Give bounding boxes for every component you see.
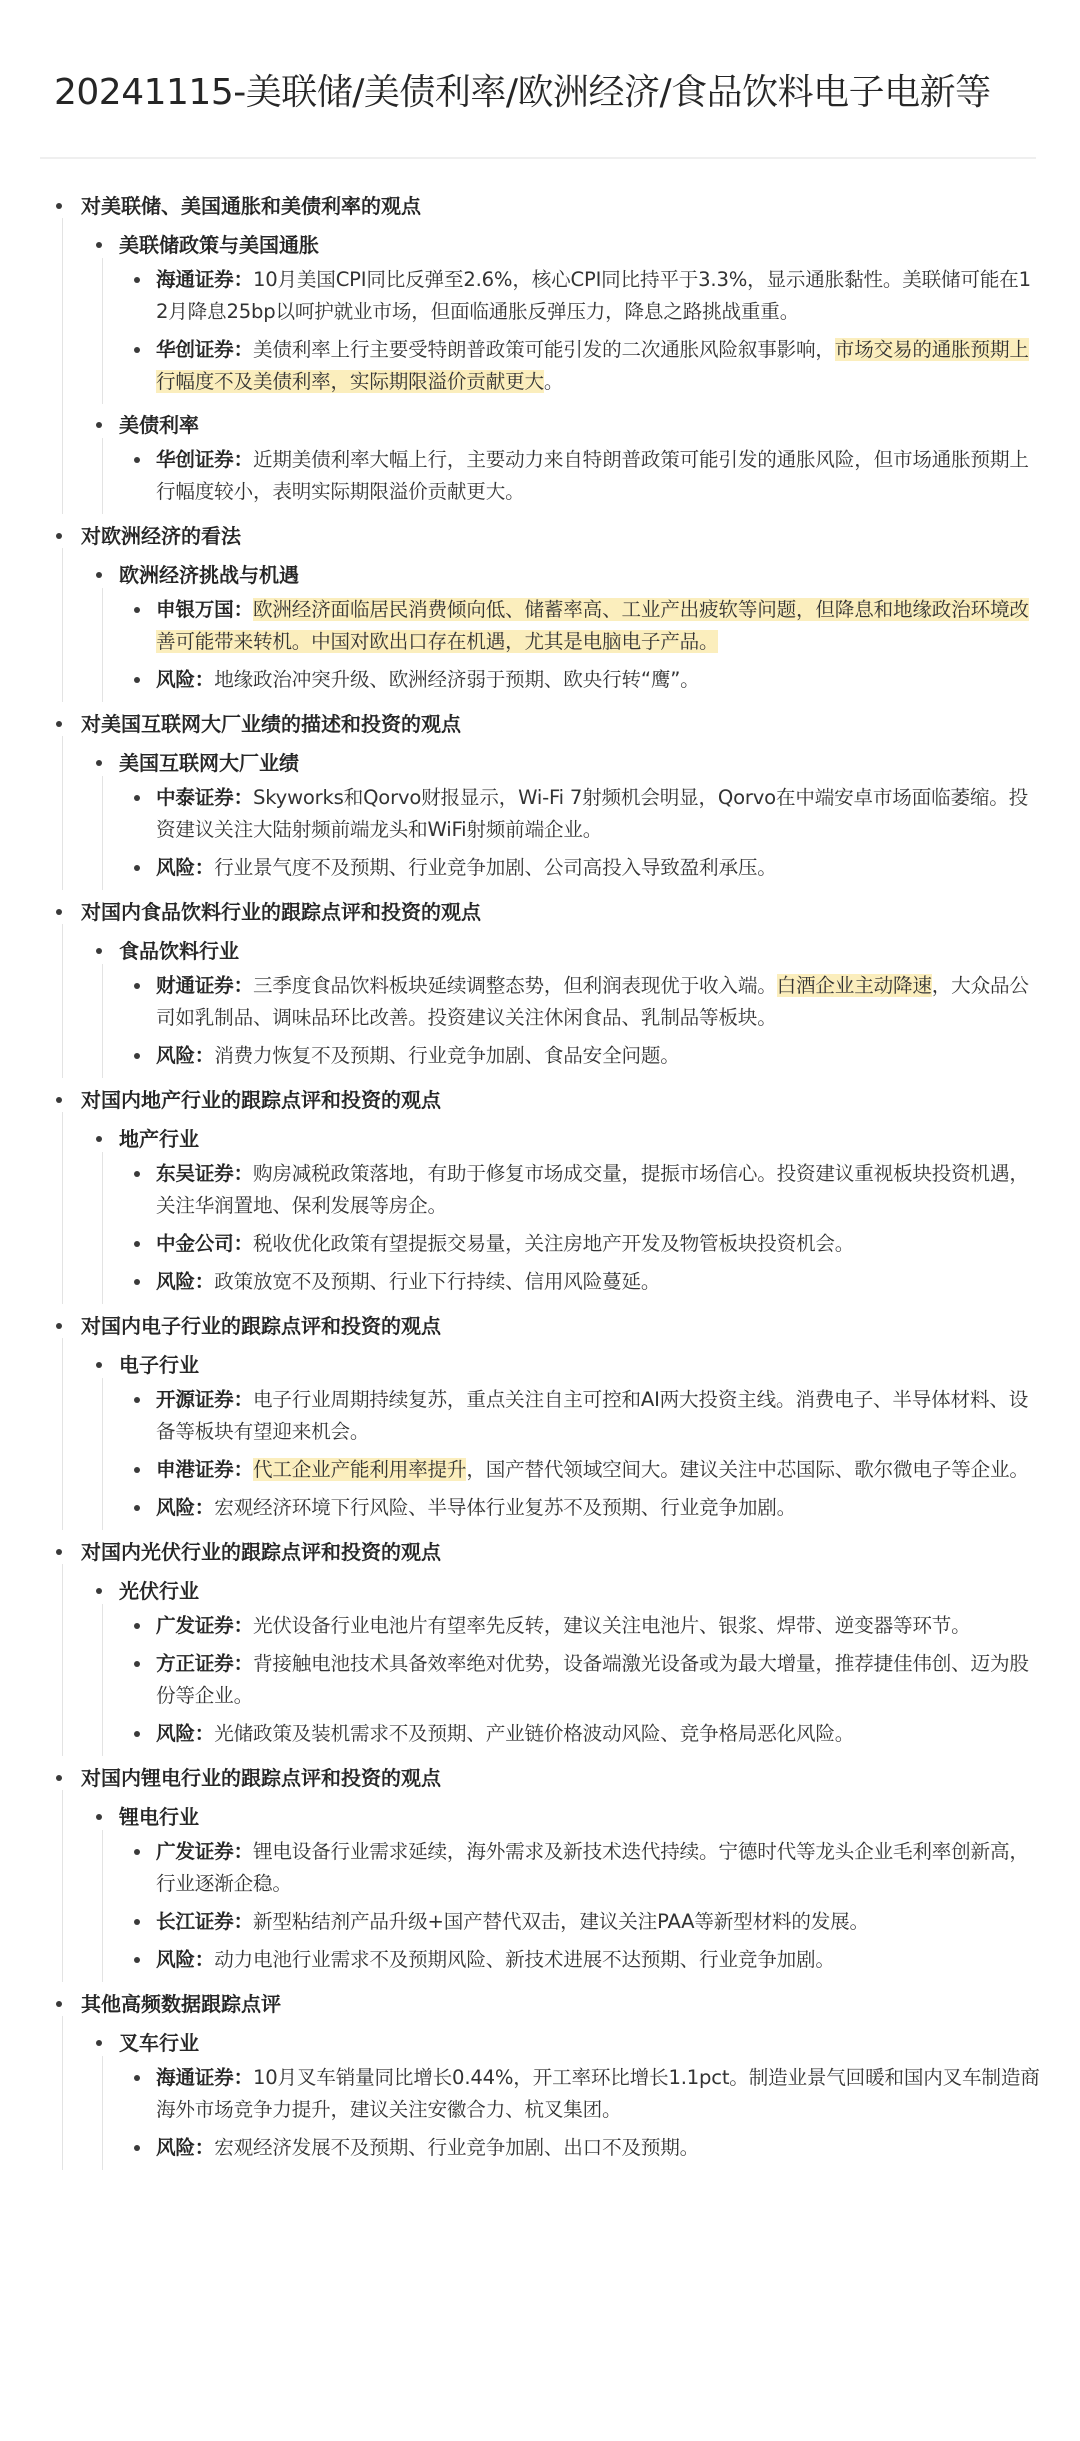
list-item[interactable]	[134, 664, 1042, 696]
subsection-guide-line	[102, 258, 103, 404]
item-source: 中金公司	[156, 1232, 234, 1255]
list-item[interactable]	[134, 264, 1042, 328]
item-list	[96, 1610, 1080, 1758]
item-list	[96, 444, 1080, 516]
outline-subsection	[56, 1346, 1080, 1532]
item-separator: ：	[233, 1388, 253, 1411]
item-list	[96, 1836, 1080, 1984]
item-text: Skyworks和Qorvo财报显示，Wi-Fi 7射频机会明显，Qorvo在中端安卓市场面临萎缩。投资建议关注大陆射频前端龙头和WiFi射频前端企业。	[156, 786, 1029, 841]
item-separator: ：	[233, 1614, 253, 1637]
list-item[interactable]	[134, 334, 1042, 398]
item-list	[96, 2062, 1080, 2172]
item-text: 背接触电池技术具备效率绝对优势，设备端激光设备或为最大增量，推荐捷佳伟创、迈为股份等企业。	[156, 1652, 1029, 1707]
item-list	[96, 1384, 1080, 1532]
outline-subsection	[56, 406, 1080, 516]
item-source: 广发证券	[156, 1840, 234, 1863]
subsection-guide-line	[102, 1152, 103, 1304]
item-text: 新型粘结剂产品升级+国产替代双击，建议关注PAA等新型材料的发展。	[252, 1910, 869, 1933]
item-text: 锂电设备行业需求延续，海外需求及新技术迭代持续。宁德时代等龙头企业毛利率创新高，行业逐渐企稳。	[156, 1840, 1029, 1895]
outline-subsection	[56, 1120, 1080, 1306]
item-text: 地缘政治冲突升级、欧洲经济弱于预期、欧央行转“鹰”。	[214, 668, 700, 691]
outline-subsection	[56, 744, 1080, 892]
item-source: 方正证券	[156, 1652, 234, 1675]
item-separator: ：	[233, 268, 253, 291]
item-text: 10月叉车销量同比增长0.44%，开工率环比增长1.1pct。制造业景气回暖和国内叉车制造商海外市场竞争力提升，建议关注安徽合力、杭叉集团。	[156, 2066, 1040, 2121]
item-text: 政策放宽不及预期、行业下行持续、信用风险蔓延。	[214, 1270, 661, 1293]
subsection-guide-line	[102, 588, 103, 702]
list-item[interactable]	[134, 594, 1042, 658]
item-separator: ：	[194, 1496, 215, 1519]
subsection-guide-line	[102, 1378, 103, 1530]
item-list	[96, 1158, 1080, 1306]
list-item[interactable]	[134, 444, 1042, 508]
item-separator: ：	[194, 856, 215, 879]
item-list	[96, 970, 1080, 1080]
item-separator: ：	[233, 786, 253, 809]
item-text: 光储政策及装机需求不及预期、产业链价格波动风险、竞争格局恶化风险。	[214, 1722, 855, 1745]
item-source: 海通证券	[156, 2066, 234, 2089]
item-list	[96, 594, 1080, 704]
item-source: 华创证券	[156, 338, 234, 361]
item-source: 风险	[156, 2136, 195, 2159]
section-heading[interactable]: 对国内食品饮料行业的跟踪点评和投资的观点	[56, 892, 1080, 932]
list-item[interactable]	[134, 1266, 1042, 1298]
item-text: 近期美债利率大幅上行，主要动力来自特朗普政策可能引发的通胀风险，但市场通胀预期上行幅度较小，表明实际期限溢价贡献更大。	[156, 448, 1029, 503]
item-text: 宏观经济环境下行风险、半导体行业复苏不及预期、行业竞争加剧。	[214, 1496, 797, 1519]
item-separator: ：	[194, 2136, 215, 2159]
outline-subsection	[56, 1798, 1080, 1984]
list-item[interactable]	[134, 1384, 1042, 1448]
page-title: 20241115-美联储/美债利率/欧洲经济/食品饮料电子电新等	[54, 72, 991, 113]
item-text: 税收优化政策有望提振交易量，关注房地产开发及物管板块投资机会。	[252, 1232, 855, 1255]
item-list	[96, 782, 1080, 892]
item-source: 广发证券	[156, 1614, 234, 1637]
item-source: 风险	[156, 1496, 195, 1519]
item-text: 美债利率上行主要受特朗普政策可能引发的二次通胀风险叙事影响，	[252, 338, 835, 361]
outline-subsection	[56, 932, 1080, 1080]
item-source: 中泰证券	[156, 786, 234, 809]
outline-section	[0, 186, 1080, 516]
section-heading[interactable]: 对国内地产行业的跟踪点评和投资的观点	[56, 1080, 1080, 1120]
item-source: 开源证券	[156, 1388, 234, 1411]
item-source: 东吴证券	[156, 1162, 234, 1185]
subsection-heading[interactable]: 锂电行业	[96, 1798, 1080, 1836]
item-highlight: 代工企业产能利用率提升	[252, 1458, 467, 1481]
subsection-guide-line	[102, 2056, 103, 2170]
item-source: 风险	[156, 1722, 195, 1745]
list-item[interactable]	[134, 1648, 1042, 1712]
title-divider	[40, 157, 1036, 159]
section-heading[interactable]: 对美国互联网大厂业绩的描述和投资的观点	[56, 704, 1080, 744]
item-text: 光伏设备行业电池片有望率先反转，建议关注电池片、银浆、焊带、逆变器等环节。	[252, 1614, 971, 1637]
item-list	[96, 264, 1080, 406]
item-separator: ：	[194, 668, 215, 691]
section-heading[interactable]: 对国内锂电行业的跟踪点评和投资的观点	[56, 1758, 1080, 1798]
outline-section	[0, 1080, 1080, 1306]
outline-subsection	[56, 2024, 1080, 2172]
item-separator: ：	[233, 1232, 253, 1255]
item-source: 海通证券	[156, 268, 234, 291]
item-separator: ：	[194, 1948, 215, 1971]
item-source: 风险	[156, 1044, 195, 1067]
list-item[interactable]	[134, 2062, 1042, 2126]
item-separator: ：	[233, 338, 253, 361]
list-item[interactable]	[134, 1906, 1042, 1938]
item-highlight: 欧洲经济面临居民消费倾向低、储蓄率高、工业产出疲软等问题，但降息和地缘政治环境改善可能带来转机。中国对欧出口存在机遇，尤其是电脑电子产品。	[156, 598, 1029, 653]
section-heading[interactable]: 对美联储、美国通胀和美债利率的观点	[56, 186, 1080, 226]
item-separator: ：	[233, 598, 253, 621]
item-text: 电子行业周期持续复苏，重点关注自主可控和AI两大投资主线。消费电子、半导体材料、设备等板块有望迎来机会。	[156, 1388, 1029, 1443]
section-heading[interactable]: 其他高频数据跟踪点评	[56, 1984, 1080, 2024]
item-separator: ：	[194, 1722, 215, 1745]
item-text-tail: 。	[543, 370, 564, 393]
outline-tree	[0, 186, 1080, 2172]
subsection-heading[interactable]: 光伏行业	[96, 1572, 1080, 1610]
section-heading[interactable]: 对国内电子行业的跟踪点评和投资的观点	[56, 1306, 1080, 1346]
subsection-heading[interactable]: 美联储政策与美国通胀	[96, 226, 1080, 264]
outline-section	[0, 1984, 1080, 2172]
item-separator: ：	[233, 974, 253, 997]
item-source: 财通证券	[156, 974, 234, 997]
subsection-heading[interactable]: 美债利率	[96, 406, 1080, 444]
subsection-heading[interactable]: 地产行业	[96, 1120, 1080, 1158]
outline-subsection	[56, 1572, 1080, 1758]
item-separator: ：	[194, 1270, 215, 1293]
subsection-guide-line	[102, 776, 103, 890]
list-item[interactable]	[134, 1454, 1042, 1486]
list-item[interactable]	[134, 1158, 1042, 1222]
item-separator: ：	[233, 1652, 253, 1675]
item-separator: ：	[233, 1162, 253, 1185]
subsection-heading[interactable]: 电子行业	[96, 1346, 1080, 1384]
item-separator: ：	[233, 2066, 253, 2089]
item-text: 购房减税政策落地，有助于修复市场成交量，提振市场信心。投资建议重视板块投资机遇，关注华润置地、保利发展等房企。	[156, 1162, 1029, 1217]
list-item[interactable]	[134, 1944, 1042, 1976]
item-separator: ：	[194, 1044, 215, 1067]
subsection-heading[interactable]: 食品饮料行业	[96, 932, 1080, 970]
outline-subsection	[56, 556, 1080, 704]
outline-section	[0, 1758, 1080, 1984]
item-source: 风险	[156, 856, 195, 879]
item-source: 长江证券	[156, 1910, 234, 1933]
item-text: 行业景气度不及预期、行业竞争加剧、公司高投入导致盈利承压。	[214, 856, 777, 879]
list-item[interactable]	[134, 1610, 1042, 1642]
subsection-heading[interactable]: 欧洲经济挑战与机遇	[96, 556, 1080, 594]
item-source: 申银万国	[156, 598, 234, 621]
item-source: 申港证券	[156, 1458, 234, 1481]
subsection-guide-line	[102, 1604, 103, 1756]
item-text: 三季度食品饮料板块延续调整态势，但利润表现优于收入端。	[252, 974, 777, 997]
item-source: 风险	[156, 1270, 195, 1293]
item-text: 消费力恢复不及预期、行业竞争加剧、食品安全问题。	[214, 1044, 680, 1067]
outline-section	[0, 892, 1080, 1080]
list-item[interactable]	[134, 782, 1042, 846]
subsection-heading[interactable]: 美国互联网大厂业绩	[96, 744, 1080, 782]
list-item[interactable]	[134, 1718, 1042, 1750]
item-text: 10月美国CPI同比反弹至2.6%，核心CPI同比持平于3.3%，显示通胀黏性。美联储可能在12月降息25bp以呵护就业市场，但面临通胀反弹压力，降息之路挑战重重。	[156, 268, 1031, 323]
subsection-heading[interactable]: 叉车行业	[96, 2024, 1080, 2062]
item-separator: ：	[233, 1910, 253, 1933]
list-item[interactable]	[134, 1836, 1042, 1900]
item-source: 华创证券	[156, 448, 234, 471]
list-item[interactable]	[134, 1040, 1042, 1072]
item-text-tail: ，大众品公司如乳制品、调味品环比改善。投资建议关注休闲食品、乳制品等板块。	[156, 974, 1029, 1029]
list-item[interactable]	[134, 2132, 1042, 2164]
list-item[interactable]	[134, 1492, 1042, 1524]
list-item[interactable]	[134, 852, 1042, 884]
subsection-guide-line	[102, 438, 103, 514]
subsection-guide-line	[102, 964, 103, 1078]
outline-section	[0, 704, 1080, 892]
outline-section	[0, 516, 1080, 704]
item-separator: ：	[233, 448, 253, 471]
outline-section	[0, 1306, 1080, 1532]
section-heading[interactable]: 对欧洲经济的看法	[56, 516, 1080, 556]
list-item[interactable]	[134, 970, 1042, 1034]
item-text: 动力电池行业需求不及预期风险、新技术进展不达预期、行业竞争加剧。	[214, 1948, 835, 1971]
item-text: 宏观经济发展不及预期、行业竞争加剧、出口不及预期。	[214, 2136, 700, 2159]
list-item[interactable]	[134, 1228, 1042, 1260]
item-highlight: 市场交易的通胀预期上行幅度不及美债利率，实际期限溢价贡献更大	[156, 338, 1029, 393]
item-source: 风险	[156, 668, 195, 691]
item-separator: ：	[233, 1840, 253, 1863]
item-source: 风险	[156, 1948, 195, 1971]
subsection-guide-line	[102, 1830, 103, 1982]
item-text-tail: ，国产替代领域空间大。建议关注中芯国际、歌尔微电子等企业。	[466, 1458, 1029, 1481]
outline-section	[0, 1532, 1080, 1758]
item-separator: ：	[233, 1458, 253, 1481]
section-heading[interactable]: 对国内光伏行业的跟踪点评和投资的观点	[56, 1532, 1080, 1572]
item-highlight: 白酒企业主动降速	[776, 974, 932, 997]
outline-subsection	[56, 226, 1080, 406]
